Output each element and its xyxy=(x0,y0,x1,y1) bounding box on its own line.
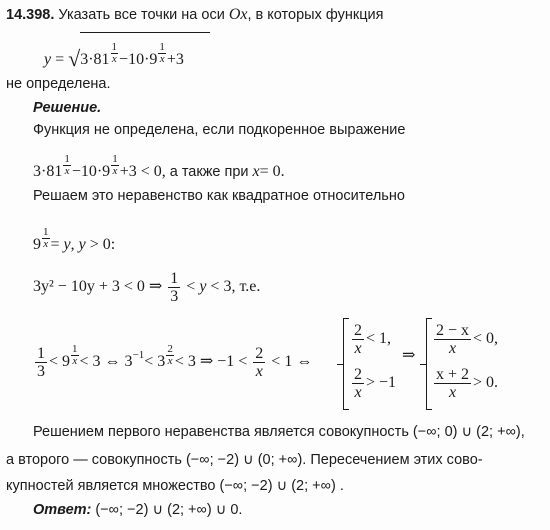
l2-exp-2: $\frac{1}{x}$ xyxy=(112,153,118,177)
l5-frac: $\frac{1}{3}$ xyxy=(170,270,179,305)
not-defined-text: не определена. xyxy=(6,76,111,92)
answer-label: Ответ: xyxy=(33,502,92,518)
solution-line-3: Решаем это неравенство как квадратное относительно xyxy=(33,188,405,204)
l6-lt1: < 9 xyxy=(49,353,71,371)
solution-line-2 xyxy=(33,153,285,191)
statement-end: , в которых функция xyxy=(247,7,384,23)
system-2-ineq-1: $\frac{2 - x}{x}$ < 0, xyxy=(436,322,499,357)
l4-eq: = xyxy=(50,236,64,253)
l5-lt: < xyxy=(186,278,196,296)
system-1-ineq-2: $\frac{2}{x}$ > −1 xyxy=(354,366,397,401)
l6-frac-2: $\frac{2}{x}$ xyxy=(255,345,264,380)
l4-y2: y xyxy=(78,236,86,253)
function-formula xyxy=(44,41,184,79)
l4-comma: , xyxy=(70,236,79,253)
exponent-frac-1: $\frac{1}{x}$ xyxy=(111,41,118,65)
l6-exp-2: $\frac{2}{x}$ xyxy=(167,343,173,368)
l4-y: y xyxy=(63,236,71,253)
formula-t3: +3 xyxy=(166,51,184,68)
answer-value: (−∞; −2) ∪ (2; +∞) ∪ 0. xyxy=(95,502,243,518)
sqrt-sign: √ xyxy=(68,46,81,71)
l2-term-b: −10·9 xyxy=(71,163,111,180)
l6-exp-1: $\frac{1}{x}$ xyxy=(72,343,78,368)
formula-t1: 3·81 xyxy=(80,51,110,68)
l5-rest: < 3, т.е. xyxy=(210,278,261,296)
statement-text: Указать все точки на оси xyxy=(58,7,225,23)
l2-tail: а также при xyxy=(169,164,249,180)
l4-exp: $\frac{1}{x}$ xyxy=(43,226,49,250)
solution-line-5 xyxy=(33,270,260,305)
problem-statement xyxy=(6,6,383,24)
solution-line-4 xyxy=(33,226,116,264)
solution-paragraph-1: Решением первого неравенства является совокупность (−∞; 0) ∪ (2; +∞), xyxy=(33,424,525,440)
system-arrow: ⇒ xyxy=(402,347,416,364)
answer-line xyxy=(33,502,242,518)
system-brace-2 xyxy=(426,318,427,410)
solution-line-6 xyxy=(33,345,312,381)
l6-frac-1: $\frac{1}{3}$ xyxy=(37,345,45,380)
l6-lt5: < 1 ⇔ xyxy=(271,353,313,371)
l4-base: 9 xyxy=(33,236,41,253)
solution-line-1: Функция не определена, если подкоренное выражение xyxy=(33,122,406,138)
l6-lt3: < 3 xyxy=(144,353,166,371)
formula-t2: −10·9 xyxy=(119,51,158,68)
system-1-ineq-1: $\frac{2}{x}$ < 1, xyxy=(354,322,392,357)
l2-exp-1: $\frac{1}{x}$ xyxy=(64,153,70,177)
system-brace-1 xyxy=(343,318,344,410)
solution-heading: Решение. xyxy=(33,100,102,116)
exponent-frac-2: $\frac{1}{x}$ xyxy=(159,41,165,65)
sqrt-overline xyxy=(80,32,210,33)
l5-y: y xyxy=(199,278,207,296)
l2-term-c: +3 < 0, xyxy=(119,163,166,180)
problem-number: 14.398. xyxy=(6,7,55,23)
solution-paragraph-3: купностей является множество (−∞; −2) ∪ (2; +∞) . xyxy=(6,478,344,494)
l2-term-a: 3·81 xyxy=(33,163,63,180)
system-2-ineq-2: $\frac{x + 2}{x}$ > 0. xyxy=(436,366,499,401)
l6-pow: −1 xyxy=(132,349,145,362)
l6-lt2: < 3 ⇔ 3 xyxy=(79,353,133,371)
axis-label: Ox xyxy=(228,6,248,23)
l2-tail2: = 0. xyxy=(259,163,285,180)
solution-paragraph-2: а второго — совокупность (−∞; −2) ∪ (0; +∞). Пересечением этих сово- xyxy=(6,452,483,468)
l5-expr: 3y² − 10y + 3 < 0 ⇒ xyxy=(33,278,163,296)
l4-gt: > 0: xyxy=(85,236,116,253)
formula-eq: = xyxy=(55,51,65,68)
formula-y: y xyxy=(44,51,52,68)
l2-x: x xyxy=(252,163,260,180)
l6-lt4: < 3 ⇒ −1 < xyxy=(174,353,248,371)
